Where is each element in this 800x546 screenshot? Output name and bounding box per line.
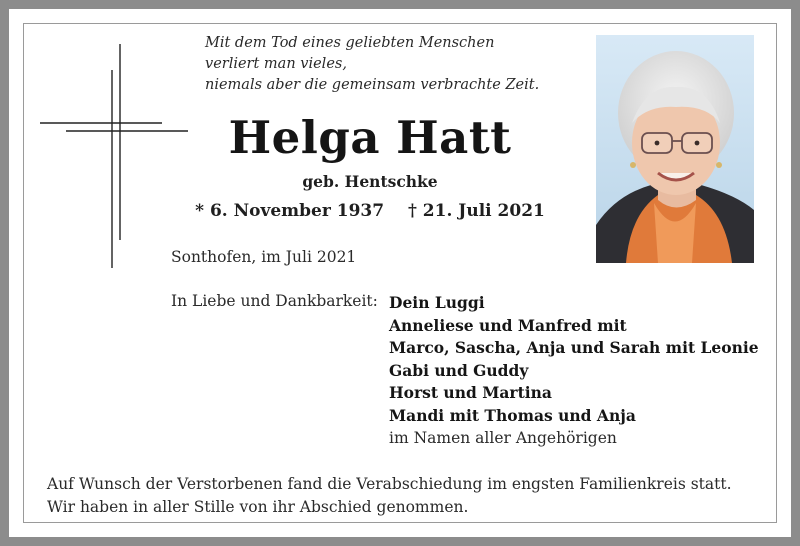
place-and-date: Sonthofen, im Juli 2021 — [171, 248, 357, 266]
memorial-quote — [205, 33, 539, 96]
birth-name: geb. Hentschke — [302, 172, 438, 191]
cross-icon — [40, 44, 188, 268]
closing-line: Wir haben in aller Stille von ihr Abschied genommen. — [47, 498, 469, 516]
quote-line: niemals aber die gemeinsam verbrachte Zeit. — [205, 77, 540, 93]
thanks-label: In Liebe und Dankbarkeit: — [171, 292, 378, 310]
mourners-list — [389, 292, 759, 450]
portrait-photo — [596, 35, 754, 263]
portrait-illustration — [596, 35, 754, 263]
deceased-name: Helga Hatt — [228, 111, 512, 164]
quote-line: verliert man vieles, — [205, 56, 347, 72]
mourner-entry: Dein Luggi — [389, 293, 485, 312]
mourner-entry: Mandi mit Thomas und Anja — [389, 405, 636, 425]
mourner-entry: Anneliese und Manfred mit — [389, 315, 627, 335]
mourners-footer: im Namen aller Angehörigen — [389, 429, 617, 447]
life-dates — [190, 201, 550, 221]
death-date: † 21. Juli 2021 — [408, 201, 545, 221]
mourner-entry: Gabi und Guddy — [389, 360, 529, 380]
quote-line: Mit dem Tod eines geliebten Menschen — [205, 35, 495, 51]
mourner-entry: Horst und Martina — [389, 383, 552, 402]
birth-date: * 6. November 1937 — [195, 201, 385, 221]
closing-note — [47, 473, 732, 519]
mourner-entry: Marco, Sascha, Anja und Sarah mit Leonie — [389, 338, 759, 357]
closing-line: Auf Wunsch der Verstorbenen fand die Verabschiedung im engsten Familienkreis statt. — [47, 475, 732, 493]
